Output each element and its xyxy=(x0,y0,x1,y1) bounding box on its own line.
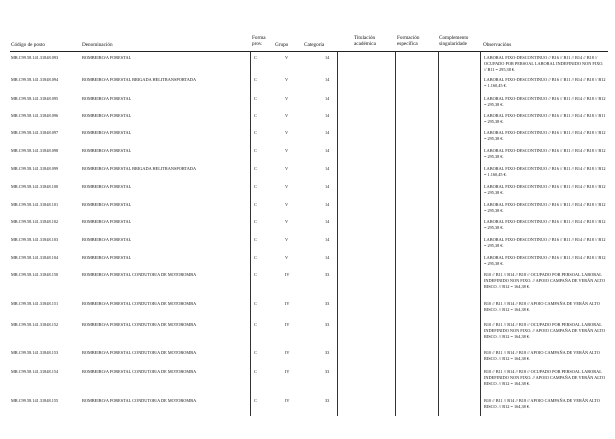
cell-denominacion: BOMBEIRO/A FORESTAL xyxy=(82,237,132,242)
cell-denominacion: BOMBEIRO/A FORESTAL xyxy=(82,96,132,101)
cell-denominacion: BOMBEIRO/A FORESTAL xyxy=(82,202,132,207)
cell-categoria: 33 xyxy=(325,398,330,403)
header-formacion: Formación específica xyxy=(397,35,420,48)
cell-forma: C xyxy=(254,113,257,118)
header-grupo: Grupo xyxy=(275,42,289,48)
cell-observacions: B10 // B11 // B14 // B18 // OCUPADO POR PERSOAL LABORAL INDEFINIDO NON FIXO. // APOIO CAMPAÑA DE VERÁN ALTO RISCO. // B12 = 164,38 €. xyxy=(484,272,606,289)
cell-categoria: 14 xyxy=(325,184,330,189)
cell-grupo: V xyxy=(285,184,289,189)
cell-codigo: MR.C99.58.141.31848.093 xyxy=(11,55,59,60)
cell-forma: C xyxy=(254,148,257,153)
cell-forma: C xyxy=(254,77,257,82)
cell-observacions: B10 // B11 // B14 // B18 // APOIO CAMPAÑA DE VERÁN ALTO RISCO. // B12 = 164,38 €. xyxy=(484,301,600,312)
cell-grupo: V xyxy=(285,237,289,242)
cell-codigo: MR.C99.58.141.31848.099 xyxy=(11,166,59,171)
cell-codigo: MR.C99.58.141.31848.102 xyxy=(11,219,59,224)
cell-forma: C xyxy=(254,272,257,277)
cell-categoria: 14 xyxy=(325,166,330,171)
cell-observacions: LABORAL FIXO-DESCONTINUO // B16 // B11 // B14 // B18 // B12 = 295,38 €. xyxy=(484,96,606,107)
cell-grupo: V xyxy=(285,77,289,82)
cell-observacions: B10 // B11 // B14 // B18 // APOIO CAMPAÑA DE VERÁN ALTO RISCO. // B12 = 164,38 €. xyxy=(484,398,600,409)
cell-observacions: B10 // B11 // B14 // B18 // OCUPADO POR PERSOAL LABORAL INDEFINIDO NON FIXO. // APOIO CAMPAÑA DE VERÁN ALTO RISCO. // B12 = 164,38 €. xyxy=(484,369,606,386)
cell-forma: C xyxy=(254,202,257,207)
cell-denominacion: BOMBEIRO/A FORESTAL xyxy=(82,55,132,60)
cell-codigo: MR.C99.58.141.31848.104 xyxy=(11,255,59,260)
cell-grupo: V xyxy=(285,130,289,135)
header-categoria: Categoría xyxy=(304,42,325,48)
cell-observacions: B10 // B11 // B14 // B18 // OCUPADO POR PERSOAL LABORAL INDEFINIDO NON FIXO. // APOIO CAMPAÑA DE VERÁN ALTO RISCO. // B12 = 164,38 €. xyxy=(484,322,606,339)
cell-denominacion: BOMBEIRO/A FORESTAL BRIGADA HELITRANSPORTADA xyxy=(82,77,197,82)
header-codigo: Código de posto xyxy=(11,42,46,48)
cell-grupo: IV xyxy=(285,369,290,374)
cell-grupo: IV xyxy=(285,322,290,327)
header-forma: Forma prov. xyxy=(252,35,266,48)
cell-observacions: LABORAL FIXO-DESCONTINUO // B16 // B11 // B14 // B18 // B12 = 295,38 €. xyxy=(484,148,606,159)
cell-grupo: V xyxy=(285,96,289,101)
cell-forma: C xyxy=(254,301,257,306)
cell-grupo: V xyxy=(285,55,289,60)
cell-codigo: MR.C99.58.141.31848.101 xyxy=(11,202,59,207)
cell-observacions: LABORAL FIXO-DESCONTINUO // B16 // B11 // B14 // B18 // B11 = 295,38 €. xyxy=(484,113,606,124)
header-denominacion: Denominación xyxy=(82,42,113,48)
cell-denominacion: BOMBEIRO/A FORESTAL xyxy=(82,130,132,135)
cell-denominacion: BOMBEIRO/A FORESTAL xyxy=(82,255,132,260)
cell-grupo: IV xyxy=(285,398,290,403)
cell-codigo: MR.C99.58.141.31848.150 xyxy=(11,272,59,277)
cell-codigo: MR.C99.58.141.31848.103 xyxy=(11,237,59,242)
cell-categoria: 33 xyxy=(325,272,330,277)
cell-codigo: MR.C99.58.141.31848.096 xyxy=(11,113,59,118)
cell-forma: C xyxy=(254,350,257,355)
cell-grupo: IV xyxy=(285,272,290,277)
cell-forma: C xyxy=(254,398,257,403)
cell-denominacion: BOMBEIRO/A FORESTAL CONDUTOR/A DE MOTOBOMBA xyxy=(82,301,197,306)
cell-forma: C xyxy=(254,184,257,189)
cell-grupo: V xyxy=(285,255,289,260)
cell-forma: C xyxy=(254,96,257,101)
cell-categoria: 14 xyxy=(325,219,330,224)
cell-codigo: MR.C99.58.141.31848.152 xyxy=(11,322,59,327)
cell-categoria: 14 xyxy=(325,96,330,101)
cell-denominacion: BOMBEIRO/A FORESTAL CONDUTOR/A DE MOTOBOMBA xyxy=(82,272,197,277)
cell-observacions: LABORAL FIXO-DESCONTINUO // B16 // B11 // B14 // B18 // B12 = 295,38 €. xyxy=(484,219,606,230)
cell-categoria: 33 xyxy=(325,301,330,306)
cell-codigo: MR.C99.58.141.31848.151 xyxy=(11,301,59,306)
column-divider xyxy=(480,52,481,416)
cell-denominacion: BOMBEIRO/A FORESTAL CONDUTOR/A DE MOTOBOMBA xyxy=(82,398,197,403)
column-divider xyxy=(395,52,396,416)
cell-grupo: V xyxy=(285,166,289,171)
cell-denominacion: BOMBEIRO/A FORESTAL xyxy=(82,184,132,189)
cell-categoria: 33 xyxy=(325,350,330,355)
cell-grupo: V xyxy=(285,113,289,118)
cell-codigo: MR.C99.58.141.31848.095 xyxy=(11,96,59,101)
cell-categoria: 14 xyxy=(325,237,330,242)
cell-codigo: MR.C99.58.141.31848.100 xyxy=(11,184,59,189)
cell-observacions: LABORAL FIXO-DESCONTINUO // B16 // B11 // B14 // B18 // B12 = 295,38 €. xyxy=(484,255,606,266)
cell-denominacion: BOMBEIRO/A FORESTAL CONDUTOR/A DE MOTOBOMBA xyxy=(82,350,197,355)
cell-denominacion: BOMBEIRO/A FORESTAL BRIGADA HELITRANSPORTADA xyxy=(82,166,197,171)
column-divider xyxy=(250,52,251,416)
cell-forma: C xyxy=(254,166,257,171)
cell-codigo: MR.C99.58.141.31848.097 xyxy=(11,130,59,135)
cell-observacions: LABORAL FIXO-DESCONTINUO // B16 // B11 // B14 // B18 // B12 = 295,38 €. xyxy=(484,202,606,213)
cell-observacions: LABORAL FIXO-DESCONTINUO // B16 // B11 // B14 // B18 // B12 = 1.160,45 €. xyxy=(484,166,606,177)
cell-categoria: 14 xyxy=(325,113,330,118)
cell-grupo: V xyxy=(285,219,289,224)
cell-grupo: V xyxy=(285,148,289,153)
cell-observacions: LABORAL FIXO-DESCONTINUO // B16 // B11 // B14 // B18 // B12 = 295,38 €. xyxy=(484,237,606,248)
header-rule xyxy=(10,51,608,52)
column-divider xyxy=(337,52,338,416)
cell-forma: C xyxy=(254,55,257,60)
cell-denominacion: BOMBEIRO/A FORESTAL CONDUTOR/A DE MOTOBOMBA xyxy=(82,322,197,327)
cell-grupo: IV xyxy=(285,301,290,306)
cell-codigo: MR.C99.58.141.31848.154 xyxy=(11,369,59,374)
cell-categoria: 33 xyxy=(325,322,330,327)
cell-denominacion: BOMBEIRO/A FORESTAL CONDUTOR/A DE MOTOBOMBA xyxy=(82,369,197,374)
header-complemento: Complemento singularidade xyxy=(439,35,469,48)
cell-categoria: 14 xyxy=(325,202,330,207)
cell-observacions: LABORAL FIXO-DESCONTINUO // B16 // B11 // B14 // B18 // OCUPADO POR PERSOAL LABORAL INDEFINIDO NON FIXO. // B11 = 295,38 €. xyxy=(484,55,604,72)
cell-codigo: MR.C99.58.141.31848.094 xyxy=(11,77,59,82)
cell-observacions: LABORAL FIXO-DESCONTINUO // B16 // B11 // B14 // B18 // B12 = 1.160,45 €. xyxy=(484,77,606,88)
cell-grupo: V xyxy=(285,202,289,207)
header-titulacion: Titulación académica xyxy=(354,35,376,48)
cell-observacions: LABORAL FIXO-DESCONTINUO // B16 // B11 // B14 // B18 // B12 = 295,38 €. xyxy=(484,130,606,141)
cell-observacions: B10 // B11 // B14 // B18 // APOIO CAMPAÑA DE VERÁN ALTO RISCO. // B12 = 164,38 €. xyxy=(484,350,600,361)
cell-forma: C xyxy=(254,219,257,224)
cell-categoria: 14 xyxy=(325,148,330,153)
cell-categoria: 14 xyxy=(325,77,330,82)
cell-denominacion: BOMBEIRO/A FORESTAL xyxy=(82,113,132,118)
cell-codigo: MR.C99.58.141.31848.098 xyxy=(11,148,59,153)
cell-forma: C xyxy=(254,255,257,260)
cell-codigo: MR.C99.58.141.31848.155 xyxy=(11,398,59,403)
cell-codigo: MR.C99.58.141.31848.153 xyxy=(11,350,59,355)
cell-categoria: 33 xyxy=(325,369,330,374)
cell-forma: C xyxy=(254,322,257,327)
cell-denominacion: BOMBEIRO/A FORESTAL xyxy=(82,148,132,153)
cell-categoria: 14 xyxy=(325,130,330,135)
cell-forma: C xyxy=(254,237,257,242)
cell-categoria: 14 xyxy=(325,255,330,260)
cell-forma: C xyxy=(254,130,257,135)
header-observacions: Observacións xyxy=(483,42,512,48)
cell-categoria: 14 xyxy=(325,55,330,60)
cell-observacions: LABORAL FIXO-DESCONTINUO // B16 // B11 // B14 // B18 // B12 = 295,38 €. xyxy=(484,184,606,195)
column-divider xyxy=(438,52,439,416)
cell-forma: C xyxy=(254,369,257,374)
cell-grupo: IV xyxy=(285,350,290,355)
cell-denominacion: BOMBEIRO/A FORESTAL xyxy=(82,219,132,224)
